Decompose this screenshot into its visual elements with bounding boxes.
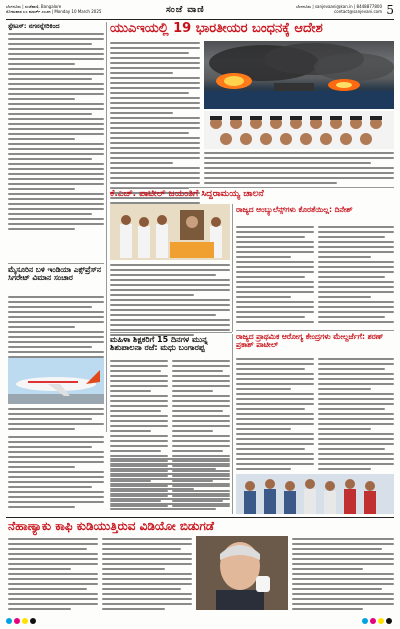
medical-body-2 <box>318 358 394 473</box>
rule-left-mid <box>8 263 104 264</box>
group-photo <box>236 474 394 514</box>
yellow-dot <box>22 618 28 624</box>
column-divider-mid-2 <box>232 334 233 514</box>
rule-bottom-story <box>6 517 394 518</box>
masthead-right <box>222 4 382 14</box>
masthead-contact: ಬೆಂಗಳೂರು | sanjevaani@kan.in | 8448877800 <box>296 4 382 9</box>
airplane-photo <box>8 358 104 404</box>
left-top-body <box>8 33 104 233</box>
yellow-dot-right <box>378 618 384 624</box>
netanyahu-photo <box>196 536 288 610</box>
masthead-title: ಸಂಜೆ ವಾಣಿ <box>166 5 205 15</box>
page-number: 5 <box>386 3 394 17</box>
dinesh-headline: ರಾಜ್ಯದ ಆಂಬ್ಯುಲೆನ್ಸ್‌ಗಳು ಕೊರತೆಯಿಲ್ಲ: ದಿನೇಶ್ <box>236 205 353 214</box>
rule-women-top <box>110 332 232 333</box>
masthead-rule <box>6 19 394 20</box>
air-india-body-2 <box>8 408 104 433</box>
masthead-left <box>6 4 146 14</box>
left-top-headline: ಸ್ಟೇಟಸ್: ನಗನನ್ನೇರಿಕಿಂದ <box>8 22 60 30</box>
black-dot-right <box>386 618 392 624</box>
column-divider-left <box>106 22 107 432</box>
bottom-headline: ನೆಹಾಣ್ಯಾಕು ಕಾಫಿ ಕುಡಿಯುತ್ತಿರುವ ವಿಡಿಯೋ ಬಿಡುಗಡೆ <box>8 519 214 533</box>
main-story-body-2 <box>204 152 394 187</box>
accused-portraits <box>204 111 394 149</box>
rule-main-bottom <box>110 187 394 188</box>
patil-event-photo <box>110 204 230 260</box>
dinesh-body-1 <box>236 226 314 326</box>
magenta-dot-right <box>370 618 376 624</box>
cyan-dot <box>6 618 12 624</box>
bottom-body-3 <box>292 538 394 613</box>
ship-fire-illustration <box>204 41 394 109</box>
bottom-body-2 <box>102 538 192 613</box>
mid-lower-body <box>110 458 230 513</box>
rule-dinesh-bottom <box>236 330 394 331</box>
medical-body-1 <box>236 358 314 473</box>
masthead-email: contact@sanjevani.com <box>334 9 382 14</box>
cyan-dot-right <box>362 618 368 624</box>
main-headline: ಯುಎಇಯಲ್ಲಿ 19 ಭಾರತೀಯರ ಬಂಧನಕ್ಕೆ ಆದೇಶ <box>110 21 323 36</box>
women-teachers-headline: ಮಹಿಳಾ ಶಿಕ್ಷಕರಿಗೆ 15 ದಿನಗಳ ಮುನ್ನ ಶಿಶುಪಾಲನಾ ರಜೆ: ಮಧು ಬಂಗಾರಪ್ಪ <box>110 335 208 353</box>
portrait-row <box>204 111 394 149</box>
patil-headline: ಕೆ.ಎಚ್. ಪಾಟೀಲ್ ಜಯಂತಿಗೆ ಸಿದ್ದರಾಮಯ್ಯ ಚಾಲನೆ <box>110 189 264 199</box>
masthead <box>6 4 394 18</box>
dinesh-body-2 <box>318 226 394 326</box>
bottom-body-1 <box>8 538 98 613</box>
column-divider-mid <box>232 204 233 332</box>
black-dot <box>30 618 36 624</box>
color-registration-bar <box>0 616 400 626</box>
airplane-illustration <box>8 358 104 404</box>
ship-fire-photo <box>204 41 394 109</box>
portrait-illustration <box>196 536 288 610</box>
medical-headline: ರಾಜ್ಯದ ಪ್ರಾಥಮಿಕ ಆರೋಗ್ಯ ಕೇಂದ್ರಗಳು ಮೇಲ್ದರ್ಜೆಗೆ: ಶರಣ್ ಪ್ರಕಾಶ್ ಪಾಟೀಲ್ <box>236 332 384 349</box>
magenta-dot <box>14 618 20 624</box>
patil-body-left <box>110 264 230 339</box>
air-india-headline: ಮೈಸೂರಿನ ಬಳಿ ಇಂಡಿಯಾ ಎಕ್ಸ್‌ಪ್ರೆಸ್‌ನ ಸಿಗರೇಟ್ ವಿಮಾನ ಸಂಚಾರ <box>8 265 102 282</box>
left-lower-body <box>8 436 104 511</box>
masthead-location: ಬೆಂಗಳೂರು | ಸಂಜೆವಾಣಿ, Bangalore <box>6 4 62 9</box>
group-illustration <box>236 474 394 514</box>
event-illustration <box>110 204 230 260</box>
masthead-date: ಸೋಮವಾರ ೩೦ ಮಾರ್ಚ್ ೨೦೨೫ | Monday 10 March 2025 <box>6 9 102 14</box>
